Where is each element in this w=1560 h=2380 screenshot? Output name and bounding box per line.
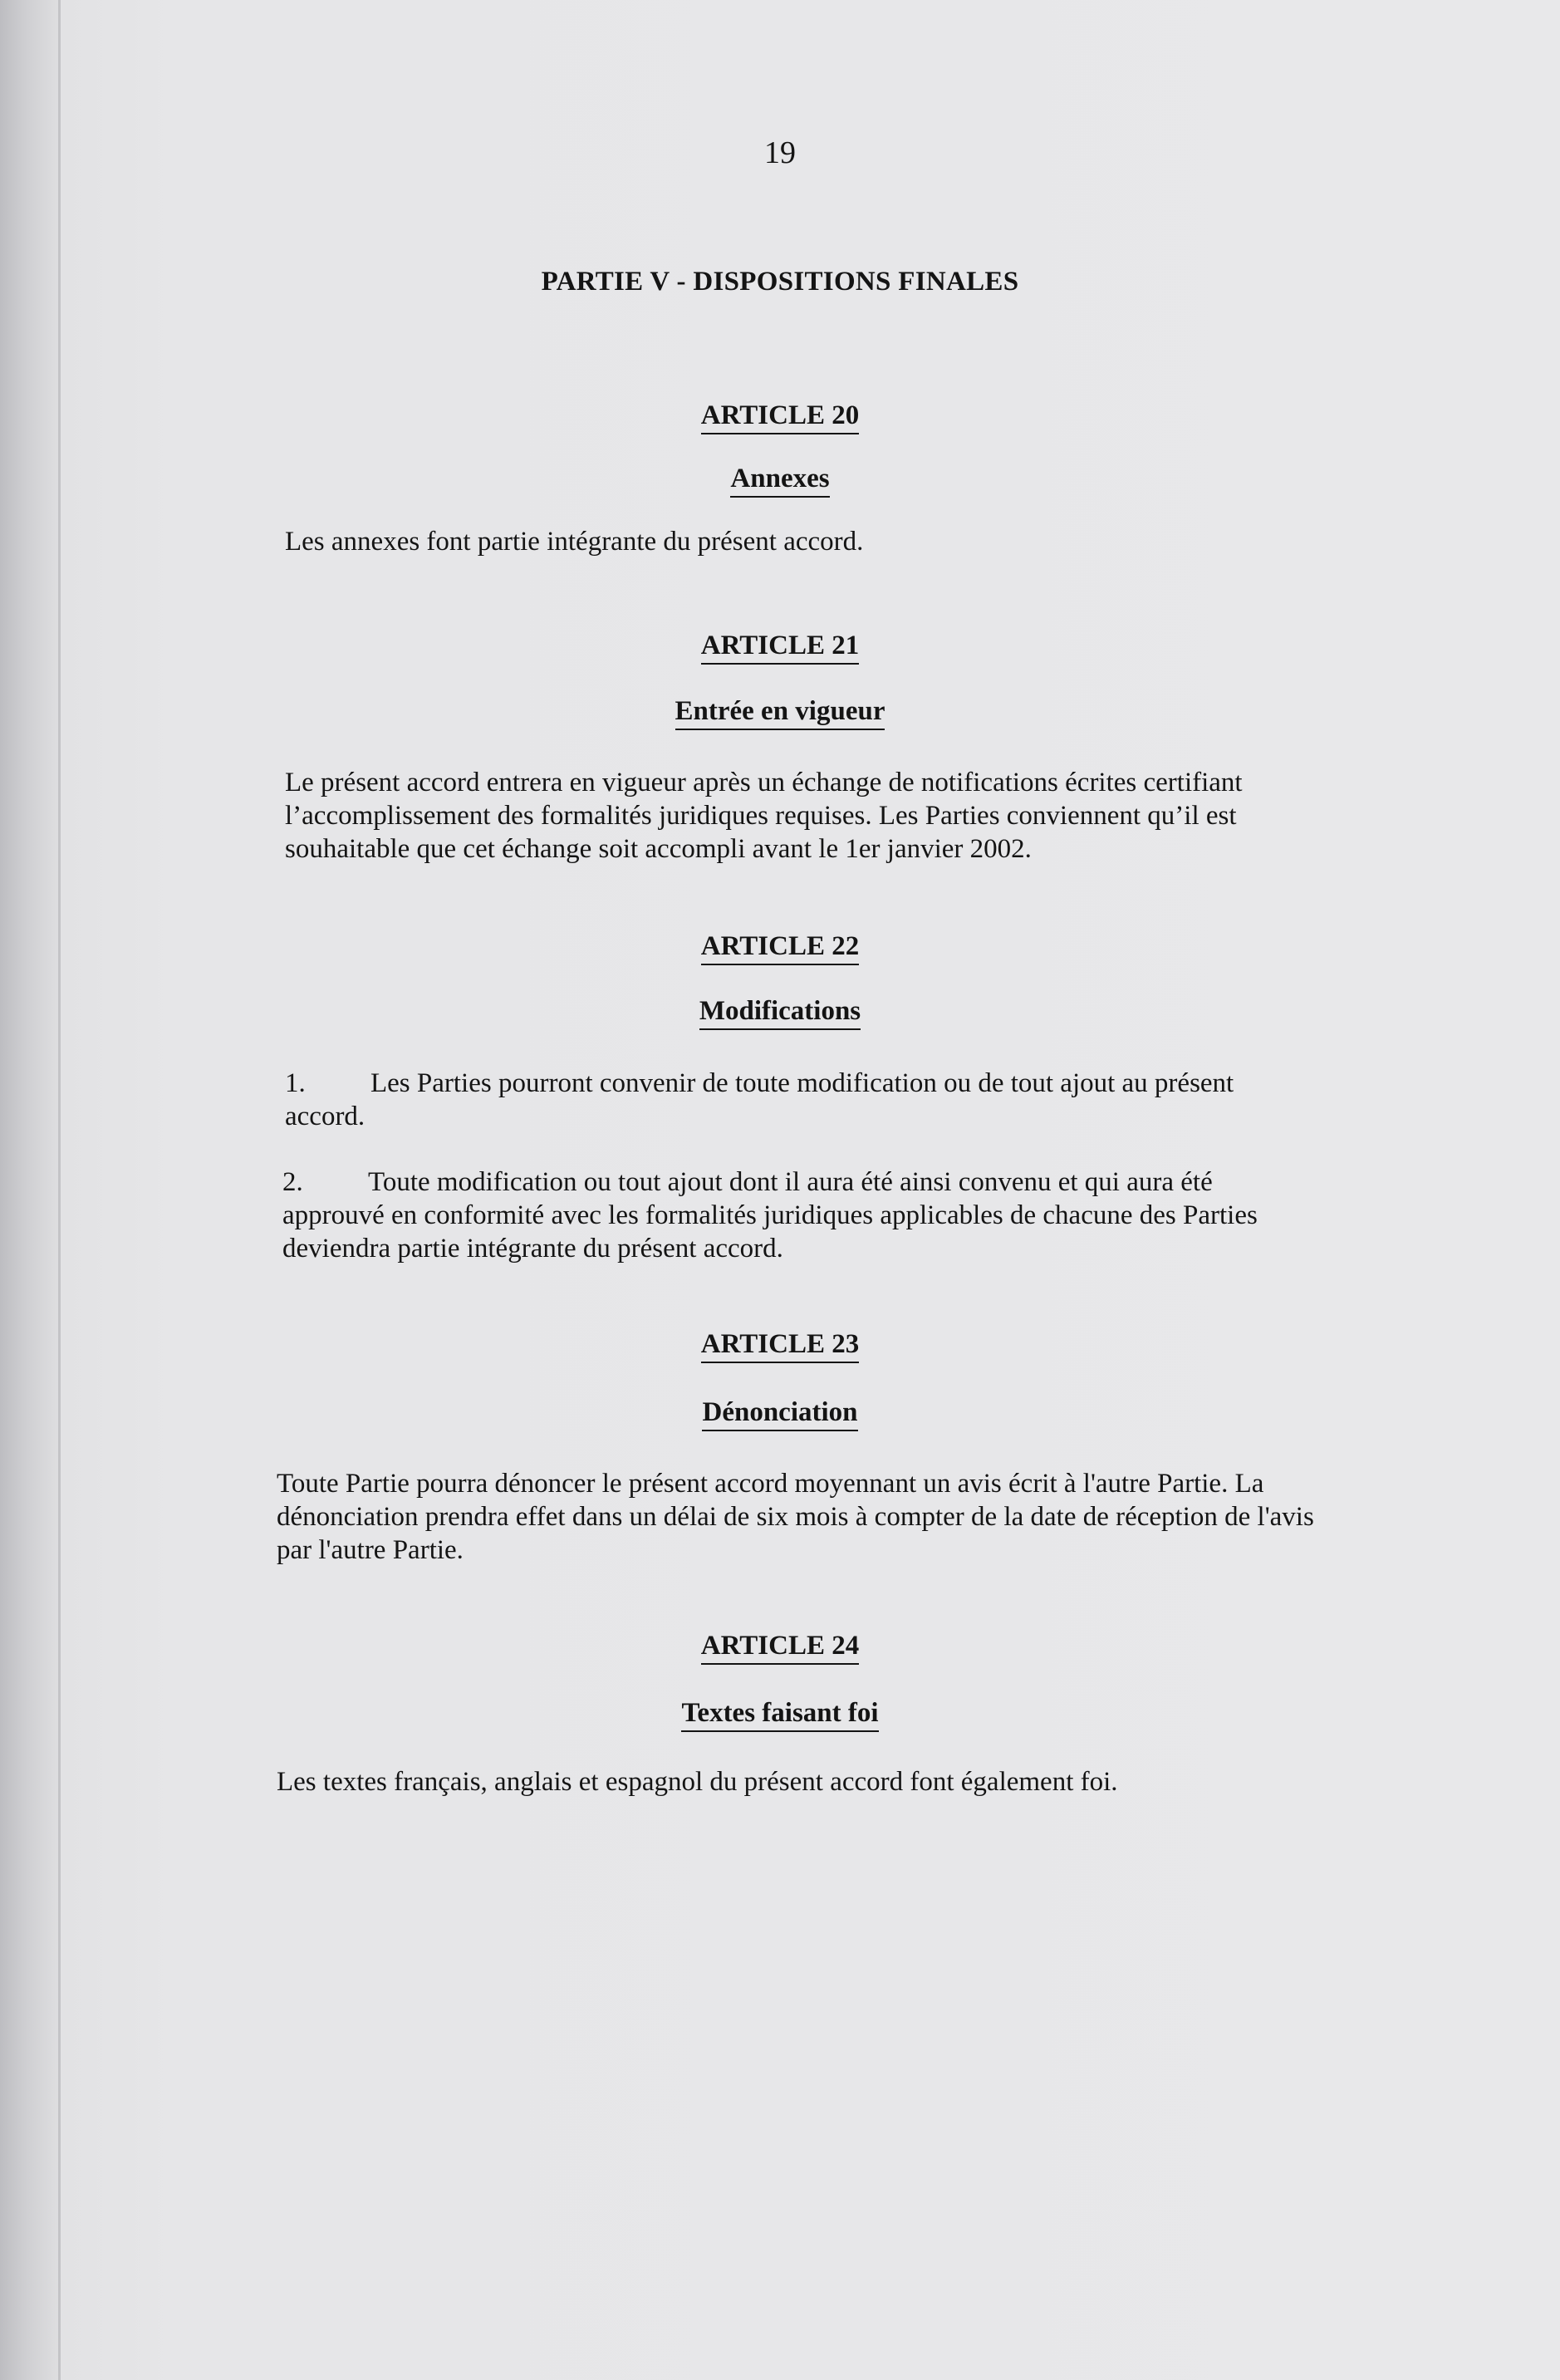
article-22-paragraph-1: 1. Les Parties pourront convenir de toute modification ou de tout ajout au présent accord. xyxy=(285,1068,1234,1131)
paragraph-number: 1. xyxy=(285,1068,306,1098)
article-22-heading: ARTICLE 22 xyxy=(0,931,1560,965)
article-24-paragraph: Les textes français, anglais et espagnol du présent accord font également foi. xyxy=(277,1767,1118,1797)
binding-shadow xyxy=(0,0,58,2380)
page-edge xyxy=(58,0,61,2380)
article-23-subheading: Dénonciation xyxy=(0,1397,1560,1431)
article-24-subheading: Textes faisant foi xyxy=(0,1698,1560,1732)
part-title: PARTIE V - DISPOSITIONS FINALES xyxy=(541,267,1019,297)
article-22-subheading: Modifications xyxy=(0,996,1560,1030)
article-21-paragraph: Le présent accord entrera en vigueur après un échange de notifications écrites certifiant l’accomplissement des formalités juridiques requises. Les Parties conviennent qu’il est souhaitable que cet échange soit accompli avant le 1er janvier 2002. xyxy=(285,768,1243,864)
article-23-paragraph: Toute Partie pourra dénoncer le présent accord moyennant un avis écrit à l'autre Partie. La dénonciation prendra effet dans un délai de six mois à compter de la date de réception de l'avis par l'autre Partie. xyxy=(277,1469,1314,1565)
article-21-subheading: Entrée en vigueur xyxy=(0,696,1560,730)
article-23-heading: ARTICLE 23 xyxy=(0,1329,1560,1363)
article-21-heading: ARTICLE 21 xyxy=(0,631,1560,665)
article-20-subheading: Annexes xyxy=(0,464,1560,498)
article-20-paragraph: Les annexes font partie intégrante du présent accord. xyxy=(285,527,864,557)
article-22-paragraph-2: 2. Toute modification ou tout ajout dont il aura été ainsi convenu et qui aura été approuvé en conformité avec les formalités juridiques applicables de chacune des Parties deviendra partie intégrante du présent accord. xyxy=(282,1167,1258,1264)
article-24-heading: ARTICLE 24 xyxy=(0,1631,1560,1665)
article-20-heading: ARTICLE 20 xyxy=(0,400,1560,434)
page-number: 19 xyxy=(764,135,796,170)
paragraph-number: 2. xyxy=(282,1167,303,1197)
